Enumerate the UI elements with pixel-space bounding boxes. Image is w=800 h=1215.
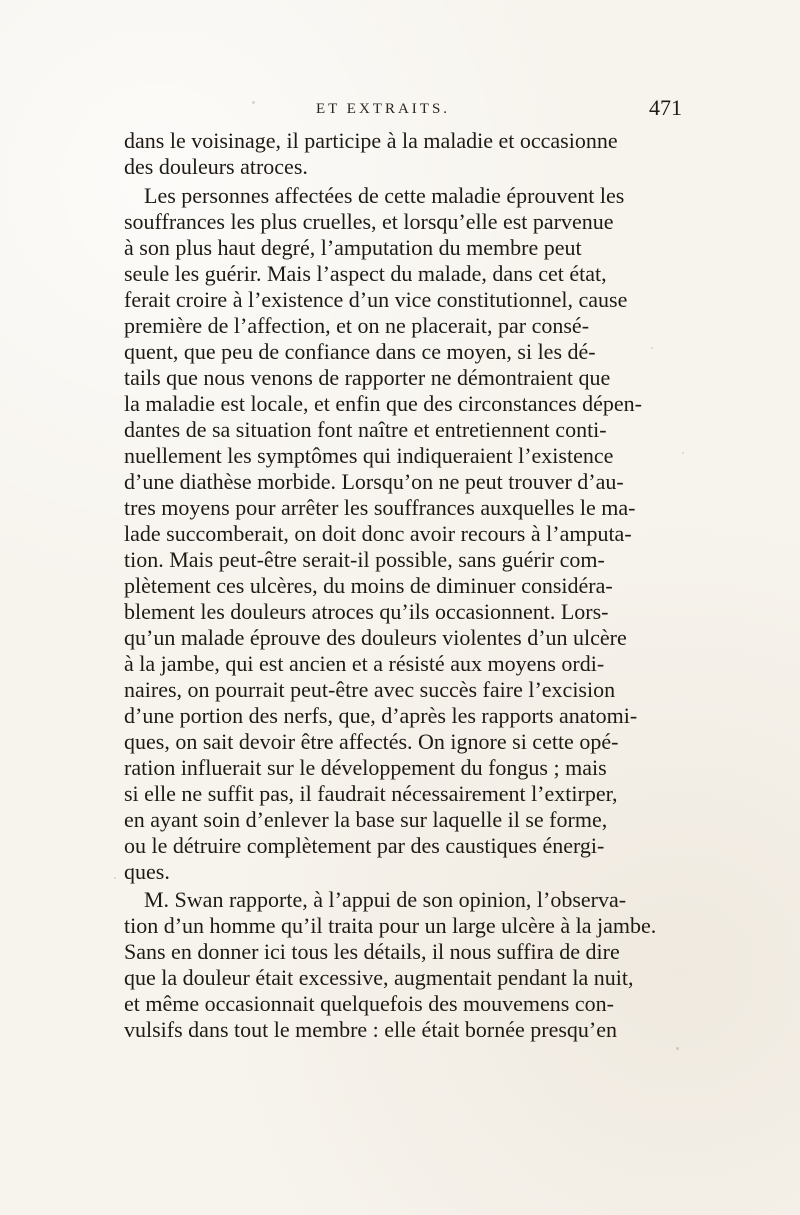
text-line: lade succomberait, on doit donc avoir recours à l’amputa- <box>124 521 632 546</box>
text-line: dans le voisinage, il participe à la maladie et occasionne <box>124 128 618 153</box>
page-number: 471 <box>649 95 682 120</box>
text-line: M. Swan rapporte, à l’appui de son opinion, l’observa- <box>144 887 627 912</box>
text-line: en ayant soin d’enlever la base sur laquelle il se forme, <box>124 807 608 832</box>
text-line: naires, on pourrait peut-être avec succès faire l’excision <box>124 677 616 702</box>
text-line: tres moyens pour arrêter les souffrances auxquelles le ma- <box>124 495 636 520</box>
text-line: tion. Mais peut-être serait-il possible, sans guérir com- <box>124 547 605 572</box>
text-line: des douleurs atroces. <box>124 154 308 179</box>
text-line: vulsifs dans tout le membre : elle était bornée presqu’en <box>124 1017 618 1042</box>
paper-speck <box>651 347 653 349</box>
text-line: et même occasionnait quelquefois des mouvemens con- <box>124 991 614 1016</box>
text-line: seule les guérir. Mais l’aspect du malade, dans cet état, <box>124 261 607 286</box>
text-line: quent, que peu de confiance dans ce moyen, si les dé- <box>124 339 596 364</box>
paper-speck <box>252 101 255 104</box>
text-line: nuellement les symptômes qui indiqueraient l’existence <box>124 443 614 468</box>
text-line: Sans en donner ici tous les détails, il nous suffira de dire <box>124 939 620 964</box>
text-line: tails que nous venons de rapporter ne démontraient que <box>124 365 611 390</box>
text-line: la maladie est locale, et enfin que des circonstances dépen- <box>124 391 642 416</box>
text-line: qu’un malade éprouve des douleurs violentes d’un ulcère <box>124 625 627 650</box>
text-line: à son plus haut degré, l’amputation du membre peut <box>124 235 582 260</box>
text-line: ques, on sait devoir être affectés. On ignore si cette opé- <box>124 729 619 754</box>
text-line: première de l’affection, et on ne placerait, par consé- <box>124 313 590 338</box>
text-line: d’une diathèse morbide. Lorsqu’on ne peut trouver d’au- <box>124 469 624 494</box>
text-line: Les personnes affectées de cette maladie éprouvent les <box>144 183 625 208</box>
text-line: plètement ces ulcères, du moins de diminuer considéra- <box>124 573 613 598</box>
text-line: ques. <box>124 859 170 884</box>
paper-speck <box>682 452 684 454</box>
text-line: dantes de sa situation font naître et entretiennent conti- <box>124 417 607 442</box>
text-line: tion d’un homme qu’il traita pour un large ulcère à la jambe. <box>124 913 657 938</box>
text-line: ferait croire à l’existence d’un vice constitutionnel, cause <box>124 287 628 312</box>
text-line: à la jambe, qui est ancien et a résisté aux moyens ordi- <box>124 651 605 676</box>
page-header <box>300 97 690 121</box>
paper-speck <box>114 877 116 879</box>
text-line: ration influerait sur le développement du fongus ; mais <box>124 755 607 780</box>
paper-speck <box>676 1047 679 1050</box>
text-line: ou le détruire complètement par des caustiques énergi- <box>124 833 605 858</box>
running-title: ET EXTRAITS. <box>316 101 451 117</box>
text-line: blement les douleurs atroces qu’ils occasionnent. Lors- <box>124 599 609 624</box>
text-line: si elle ne suffit pas, il faudrait nécessairement l’extirper, <box>124 781 618 806</box>
text-line: souffrances les plus cruelles, et lorsqu’elle est parvenue <box>124 209 614 234</box>
text-line: d’une portion des nerfs, que, d’après les rapports anatomi- <box>124 703 638 728</box>
text-line: que la douleur était excessive, augmentait pendant la nuit, <box>124 965 634 990</box>
